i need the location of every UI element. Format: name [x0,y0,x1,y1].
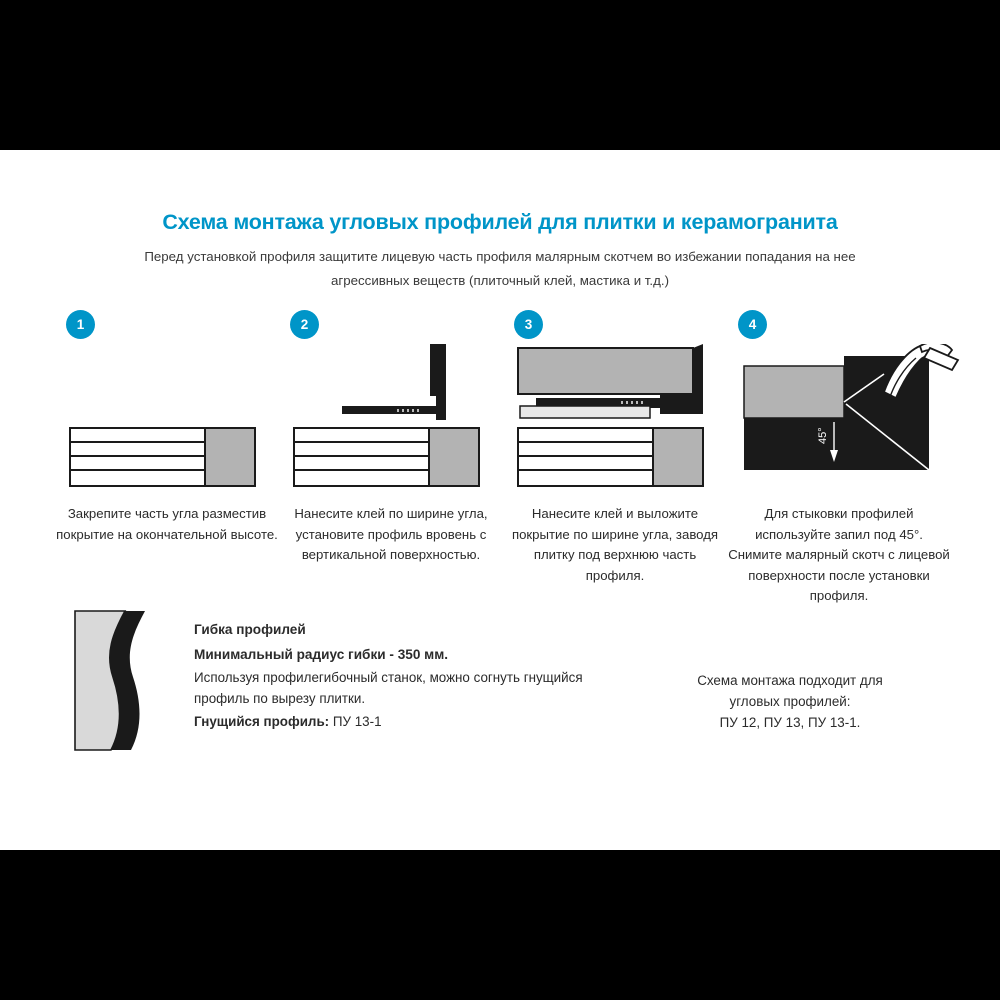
bending-heading: Гибка профилей [194,622,306,637]
bending-radius: Минимальный радиус гибки - 350 мм. [194,647,449,662]
bending-illustration [73,609,167,752]
step-4-illustration [734,344,944,492]
step-1-illustration [62,344,272,492]
step-3-caption: Нанесите клей и выложите покрытие по ширине угла, заводя плитку под верхнюю часть профиля. [511,506,719,583]
poster-sheet [0,150,1000,850]
bending-body: Используя профилегибочный станок, можно согнуть гнущийся профиль по вырезу плитки. [194,670,583,706]
bending-profile-value: ПУ 13-1 [332,714,382,729]
compatibility-note-line-2: угловых профилей: [729,694,851,709]
step-2-badge: 2 [290,310,319,339]
compatibility-note [630,670,950,733]
step-4-badge: 4 [738,310,767,339]
bending-profile-label: Гнущийся профиль: [194,714,330,729]
bending-profile [194,714,594,729]
step-4-caption: Для стыковки профилей используйте запил под 45°. Снимите малярный скотч с лицевой поверхности после установки профиля. [728,506,950,603]
step-1-caption: Закрепите часть угла разместив покрытие на окончательной высоте. [56,506,278,542]
bending-text-block [194,622,594,729]
page-title: Схема монтажа угловых профилей для плитки и керамогранита [162,210,838,234]
compatibility-note-line-3: ПУ 12, ПУ 13, ПУ 13-1. [719,715,861,730]
page-subtitle: Перед установкой профиля защитите лицевую часть профиля малярным скотчем во избежании попадания на нее агрессивных веществ (плиточный клей, мастика и т.д.) [144,249,856,288]
step-2-caption: Нанесите клей по ширине угла, установите профиль вровень с вертикальной поверхностью. [294,506,488,562]
step-3-illustration [510,344,720,492]
step-3-badge: 3 [514,310,543,339]
step-1-badge: 1 [66,310,95,339]
compatibility-note-line-1: Схема монтажа подходит для [697,673,883,688]
step-2-illustration [286,344,496,492]
step-4-angle-label: 45° [817,427,829,444]
